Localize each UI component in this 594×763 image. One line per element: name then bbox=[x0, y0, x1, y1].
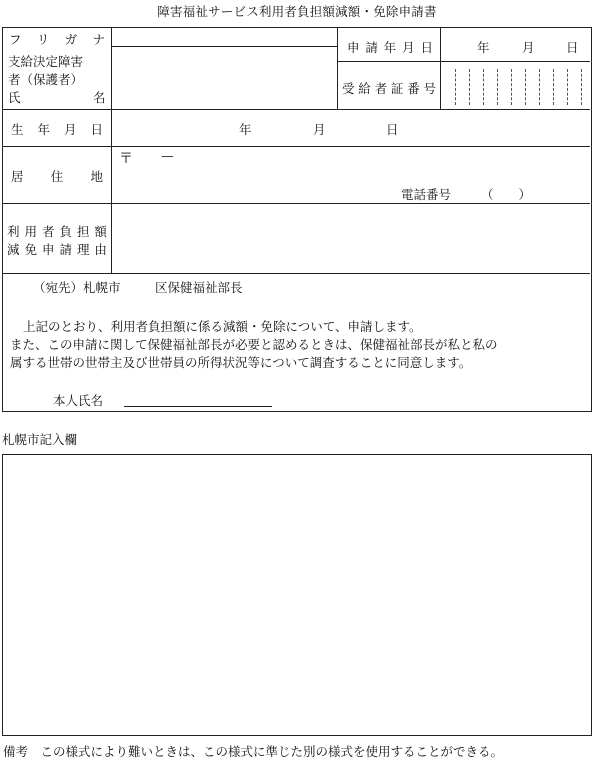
header-column-divider bbox=[440, 28, 441, 109]
application-date-month: 月 bbox=[522, 40, 535, 55]
application-date-year: 年 bbox=[477, 40, 490, 55]
name-column-divider bbox=[337, 28, 338, 109]
name-label-first: 氏 bbox=[8, 90, 21, 105]
address-row-divider bbox=[3, 203, 590, 204]
reason-row-divider bbox=[3, 273, 590, 274]
statement-line3: 属する世帯の世帯主及び世帯員の所得状況等について調査することに同意します。 bbox=[10, 355, 472, 370]
furigana-label: フ リ ガ ナ bbox=[9, 32, 105, 47]
birth-date-year: 年 bbox=[239, 122, 252, 137]
signature-label: 本人氏名 bbox=[53, 393, 104, 408]
certificate-number-label: 受 給 者 証 番 号 bbox=[342, 81, 436, 96]
phone-label: 電話番号 bbox=[401, 187, 452, 202]
statement-line2: また、この申請に関して保健福祉部長が必要と認めるときは、保健福祉部長が私と私の bbox=[10, 337, 498, 352]
label-column-divider bbox=[111, 28, 112, 273]
postal-dash: — bbox=[161, 148, 174, 163]
postal-mark: 〒 bbox=[119, 151, 133, 167]
statement-line1: 上記のとおり、利用者負担額に係る減額・免除について、申請します。 bbox=[23, 319, 422, 334]
city-section-label: 札幌市記入欄 bbox=[2, 432, 78, 447]
birth-date-month: 月 bbox=[313, 122, 326, 137]
birth-date-label: 生 年 月 日 bbox=[11, 122, 103, 137]
name-label-second: 名 bbox=[93, 90, 106, 105]
certificate-number-field[interactable] bbox=[442, 63, 589, 108]
birth-row-divider bbox=[3, 146, 590, 147]
ward-name-field[interactable] bbox=[127, 276, 153, 294]
signature-field[interactable] bbox=[124, 390, 272, 406]
reason-label-line2: 減 免 申 請 理 由 bbox=[7, 242, 107, 257]
birth-date-field[interactable] bbox=[113, 111, 589, 145]
phone-area-code-parens: （ ） bbox=[481, 187, 532, 202]
city-entry-box bbox=[2, 454, 592, 736]
reason-label-line1: 利 用 者 負 担 額 bbox=[7, 224, 107, 239]
addressee-prefix: （宛先）札幌市 bbox=[33, 280, 121, 295]
remarks-note: 備考 この様式により難いときは、この様式に準じた別の様式を使用することができる。 bbox=[3, 744, 504, 759]
address-label: 居 住 地 bbox=[11, 169, 103, 184]
address-field[interactable] bbox=[133, 148, 589, 182]
application-date-divider bbox=[337, 61, 590, 62]
signature-line bbox=[124, 406, 272, 407]
application-date-day: 日 bbox=[566, 40, 579, 55]
reason-field[interactable] bbox=[113, 205, 589, 272]
addressee-suffix: 区保健福祉部長 bbox=[155, 280, 243, 295]
application-date-field[interactable] bbox=[442, 29, 589, 60]
birth-date-day: 日 bbox=[386, 122, 399, 137]
recipient-label-line1: 支給決定障害 bbox=[8, 54, 84, 69]
furigana-field[interactable] bbox=[113, 29, 335, 45]
application-form bbox=[2, 27, 592, 412]
recipient-label-line2: 者（保護者） bbox=[8, 72, 84, 87]
form-title: 障害福祉サービス利用者負担額減額・免除申請書 bbox=[157, 4, 437, 19]
furigana-divider bbox=[111, 46, 337, 47]
applicant-name-field[interactable] bbox=[113, 48, 335, 108]
applicant-row-divider bbox=[3, 109, 590, 110]
application-date-label: 申 請 年 月 日 bbox=[347, 40, 433, 55]
